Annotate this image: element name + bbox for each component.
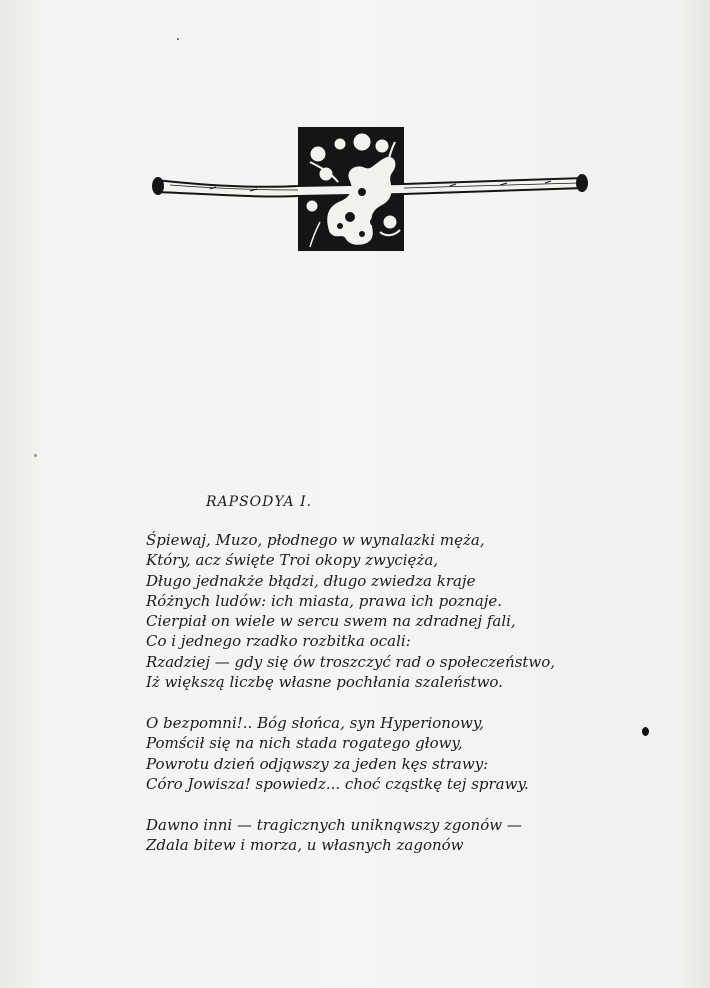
- page-title: RAPSODYA I.: [206, 494, 313, 510]
- stanza: [146, 530, 555, 692]
- ink-speck: [177, 38, 179, 40]
- branch-with-plant-vignette-icon: [150, 122, 590, 257]
- ink-speck: [642, 727, 649, 736]
- verse-line: Rzadziej — gdy się ów troszczyć rad o społeczeństwo,: [146, 652, 556, 671]
- stanza: [146, 713, 529, 794]
- verse-line: Różnych ludów: ich miasta, prawa ich poznaje.: [146, 591, 503, 610]
- verse-line: Iż większą liczbę własne pochłania szaleństwo.: [146, 673, 503, 692]
- verse-line: Cierpiał on wiele w sercu swem na zdradnej fali,: [146, 612, 516, 631]
- verse-line: Który, acz święte Troi okopy zwycięża,: [146, 551, 439, 570]
- ink-speck: [34, 454, 37, 457]
- verse-line: Pomścił się na nich stada rogatego głowy,: [146, 734, 463, 753]
- verse-line: Zdala bitew i morza, u własnych zagonów: [146, 836, 464, 855]
- verse-line: Co i jednego rzadko rozbitka ocali:: [146, 632, 411, 651]
- verse-line: Dawno inni — tragicznych uniknąwszy zgonów —: [146, 816, 522, 834]
- verse-line: Powrotu dzień odjąwszy za jeden kęs strawy:: [146, 754, 489, 773]
- stanza: [146, 815, 522, 856]
- verse-line: Śpiewaj, Muzo, płodnego w wynalazki męża,: [146, 531, 485, 549]
- verse-line: O bezpomni!.. Bóg słońca, syn Hyperionowy,: [146, 714, 485, 732]
- verse-line: Długo jednakże błądzi, długo zwiedza kraje: [146, 571, 476, 590]
- verse-line: Córo Jowisza! spowiedz... choć cząstkę tej sprawy.: [146, 774, 529, 793]
